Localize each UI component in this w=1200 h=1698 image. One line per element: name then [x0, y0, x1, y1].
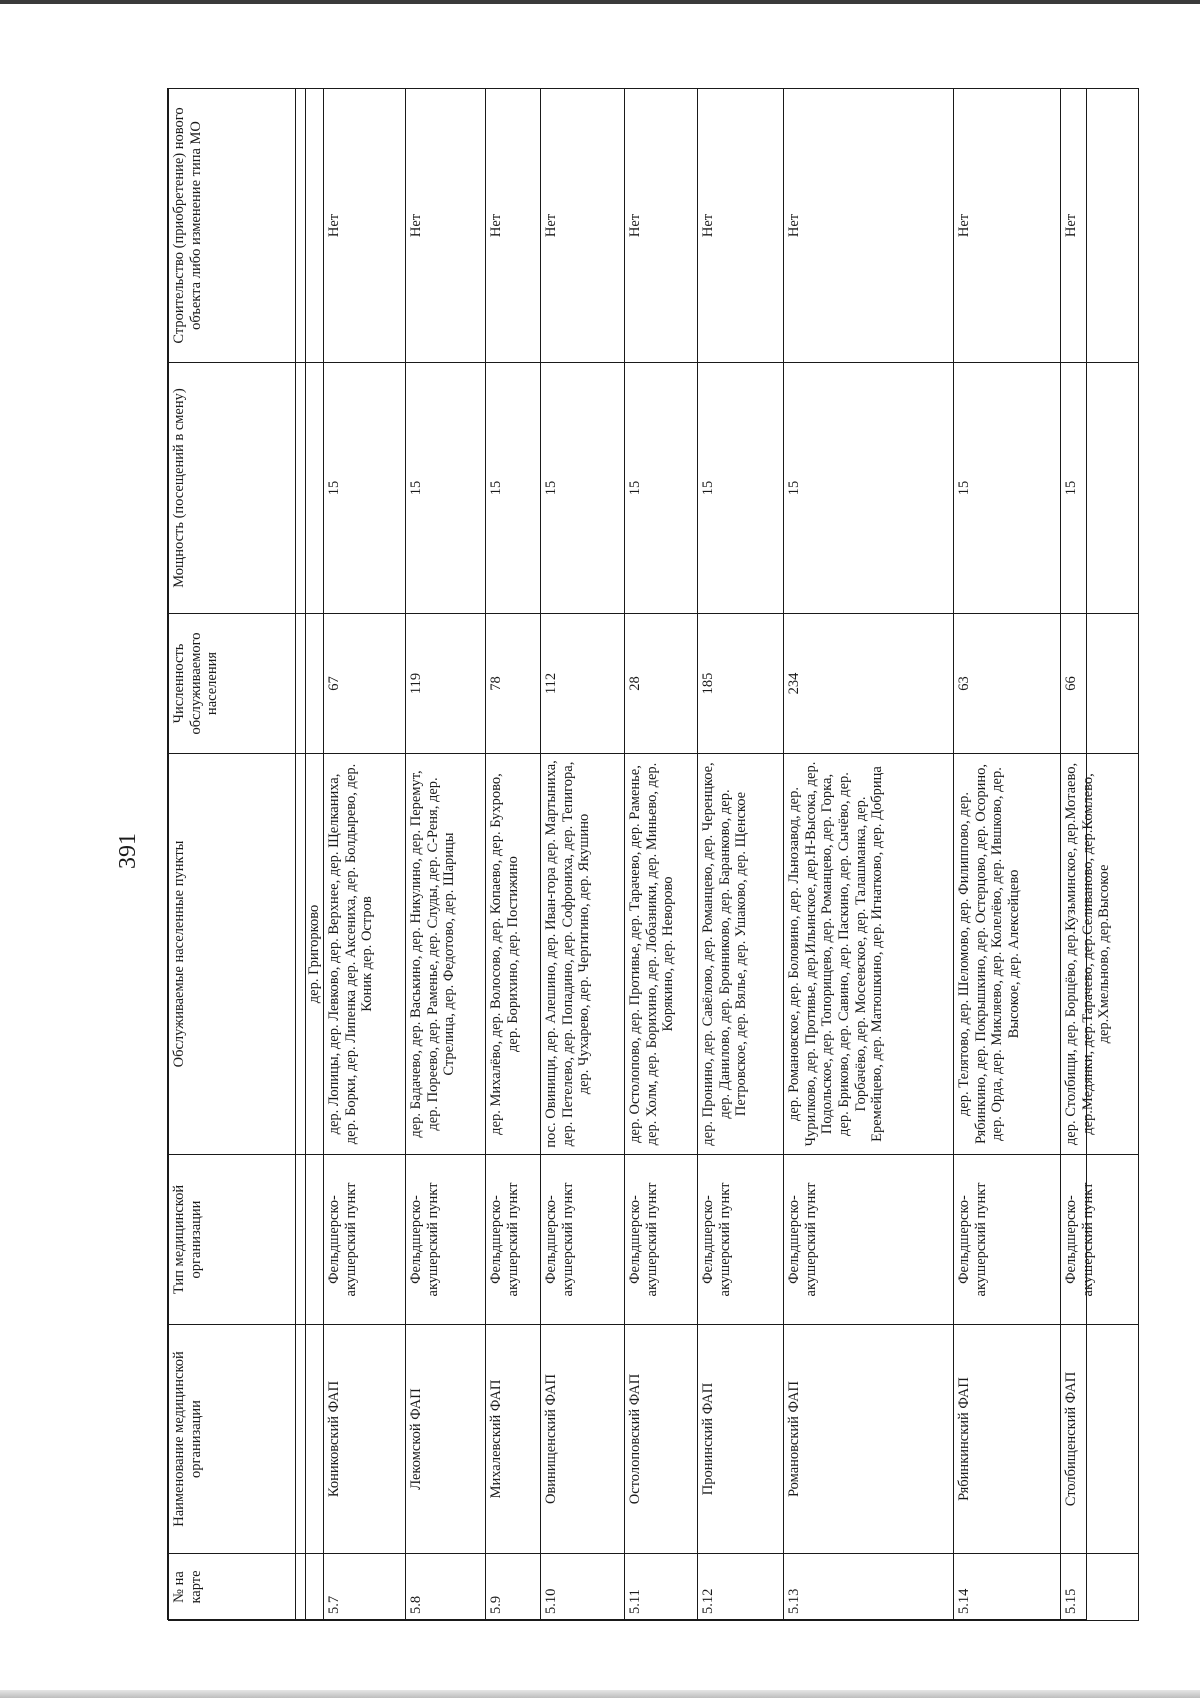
header-capacity: Мощность (посещений в смену) [169, 363, 296, 614]
cell-capacity: 15 [406, 363, 486, 614]
cell-construction: Нет [625, 89, 698, 363]
header-type: Тип медицинской организации [169, 1155, 296, 1325]
facilities-table-frame [167, 88, 1113, 1620]
cell-places: дер. Бадачево, дер. Васькино, дер. Никулино, дер. Перемут, дер. Пореево, дер. Раменье, дер. Слуды, дер. С-Реня, дер. Стрелица, дер. Федотово, дер. Шарицы [406, 754, 486, 1155]
cell-population: 78 [486, 614, 541, 754]
cell-num: 5.11 [625, 1554, 698, 1621]
cell-construction: Нет [406, 89, 486, 363]
cell-population: 112 [541, 614, 625, 754]
table-row [541, 89, 625, 1621]
facilities-table [168, 88, 1139, 1621]
cell-name: Пронинский ФАП [698, 1325, 784, 1554]
cell-num: 5.13 [784, 1554, 954, 1621]
cell-population: 63 [954, 614, 1061, 754]
header-name: Наименование медицинской организации [169, 1325, 296, 1554]
continuation-row [306, 89, 324, 1621]
spacer-row [296, 89, 306, 1621]
cell-population: 28 [625, 614, 698, 754]
header-row [169, 89, 296, 1621]
table-row [324, 89, 406, 1621]
cell-construction: Нет [541, 89, 625, 363]
cell-type: Фельдшерско-акушерский пункт [698, 1155, 784, 1325]
cell-capacity: 15 [541, 363, 625, 614]
cell-capacity: 15 [324, 363, 406, 614]
cell-places: дер. Лопицы, дер. Левково, дер. Верхнее, дер. Щелканиха, дер. Борки, дер. Липенка дер. Аксениха, дер. Болдырево, дер. Коник дер. Остров [324, 754, 406, 1155]
cell-name: Михалевский ФАП [486, 1325, 541, 1554]
cell-capacity: 15 [698, 363, 784, 614]
cell-name: Лекомской ФАП [406, 1325, 486, 1554]
cell-capacity: 15 [486, 363, 541, 614]
table-rotator [168, 89, 1113, 1621]
table-row [406, 89, 486, 1621]
cell-places: дер. Пронино, дер. Савёлово, дер. Романцево, дер. Черенцкое, дер. Даниловo, дер. Бронниково, дер. Баранково, дер. Петровское, дер. Вялье, дер. Ушаково, дер. Щенское [698, 754, 784, 1155]
cell-places: пос. Овинищи, дер. Алешино, дер. Иван-гора дер. Мартыниха, дер. Петелево, дер. Попадино, дер. Софрониха, дер. Тепигора, дер. Чухарево, дер. Чергигино, дер. Якушино [541, 754, 625, 1155]
cell-name: Рябинкинский ФАП [954, 1325, 1061, 1554]
cell-capacity: 15 [954, 363, 1061, 614]
cell-type: Фельдшерско-акушерский пункт [625, 1155, 698, 1325]
cell-population: 185 [698, 614, 784, 754]
cell-construction: Нет [1061, 89, 1139, 363]
table-row [486, 89, 541, 1621]
cell-population: 67 [324, 614, 406, 754]
cell-construction: Нет [698, 89, 784, 363]
page-number: 391 [114, 833, 141, 869]
header-construction: Строительство (приобретение) нового объекта либо изменение типа МО [169, 89, 296, 363]
cell-population: 66 [1061, 614, 1139, 754]
cell-places: дер. Телятово, дер. Шеломово, дер. Филиппово, дер. Рябинкино, дер. Покрышкино, дер. Остерцово, дер. Осорино, дер. Орда, дер. Микляево, дер. Колелёво, дер. Ившково, дер. Высокое, дер. Алексейцево [954, 754, 1061, 1155]
cell-capacity: 15 [625, 363, 698, 614]
cell-num: 5.15 [1061, 1554, 1139, 1621]
scan-top-edge [0, 0, 1200, 4]
cell-num: 5.7 [324, 1554, 406, 1621]
cell-num: 5.10 [541, 1554, 625, 1621]
cell-type: Фельдшерско-акушерский пункт [406, 1155, 486, 1325]
header-population: Численность обслуживаемого населения [169, 614, 296, 754]
continuation-text: дер. Григорково [306, 754, 324, 1155]
table-row [698, 89, 784, 1621]
cell-population: 119 [406, 614, 486, 754]
cell-type: Фельдшерско-акушерский пункт [1061, 1155, 1139, 1325]
cell-construction: Нет [784, 89, 954, 363]
table-row [784, 89, 954, 1621]
header-num: № на карте [169, 1554, 296, 1621]
cell-capacity: 15 [1061, 363, 1139, 614]
cell-places: дер. Остолопово, дер. Противье, дер. Тарачево, дер. Раменье, дер. Холм, дер. Борихино, дер. Лобазники, дер. Миньево, дер. Корякино, дер. Неворово [625, 754, 698, 1155]
cell-num: 5.8 [406, 1554, 486, 1621]
cell-type: Фельдшерско-акушерский пункт [954, 1155, 1061, 1325]
cell-num: 5.14 [954, 1554, 1061, 1621]
table-row [954, 89, 1061, 1621]
cell-places: дер. Михалёво, дер. Волосово, дер. Копаево, дер. Бухрово, дер. Борихино, дер. Постижино [486, 754, 541, 1155]
scan-bottom-edge [0, 1690, 1200, 1698]
cell-name: Кониковский ФАП [324, 1325, 406, 1554]
cell-name: Остолоповский ФАП [625, 1325, 698, 1554]
cell-places: дер. Романовское, дер. Боловино, дер. Льнозавод, дер. Чурилково, дер. Противье, дер.Ильинское, дер.Н-Высока, дер. Подольское, дер. Топорищево, дер. Романцево, дер. Горка, дер. Бриково, дер. Савино, дер. Паскино, дер. Сычёво, дер. Горбачёво, дер. Мосеевское, дер. Талашманка, дер. Еремейцево, дер. Матюшкино, дер. Игнатково, дер. Добрица [784, 754, 954, 1155]
cell-population: 234 [784, 614, 954, 754]
header-places: Обслуживаемые населенные пункты [169, 754, 296, 1155]
cell-type: Фельдшерско-акушерский пункт [486, 1155, 541, 1325]
cell-name: Овинищенский ФАП [541, 1325, 625, 1554]
cell-num: 5.12 [698, 1554, 784, 1621]
cell-type: Фельдшерско-акушерский пункт [784, 1155, 954, 1325]
cell-capacity: 15 [784, 363, 954, 614]
cell-construction: Нет [486, 89, 541, 363]
table-row [625, 89, 698, 1621]
cell-type: Фельдшерско-акушерский пункт [324, 1155, 406, 1325]
cell-places: дер. Столбищи, дер. Борщёво, дер.Кузьминское, дер.Мотаево, дер.Медянки, дер.Тарачево, дер.Селиваново, дер.Комлево, дер.Хмельново, дер.Высокое [1061, 754, 1139, 1155]
cell-name: Романовский ФАП [784, 1325, 954, 1554]
cell-num: 5.9 [486, 1554, 541, 1621]
cell-construction: Нет [954, 89, 1061, 363]
cell-construction: Нет [324, 89, 406, 363]
table-row [1061, 89, 1139, 1621]
cell-name: Столбищенский ФАП [1061, 1325, 1139, 1554]
cell-type: Фельдшерско-акушерский пункт [541, 1155, 625, 1325]
